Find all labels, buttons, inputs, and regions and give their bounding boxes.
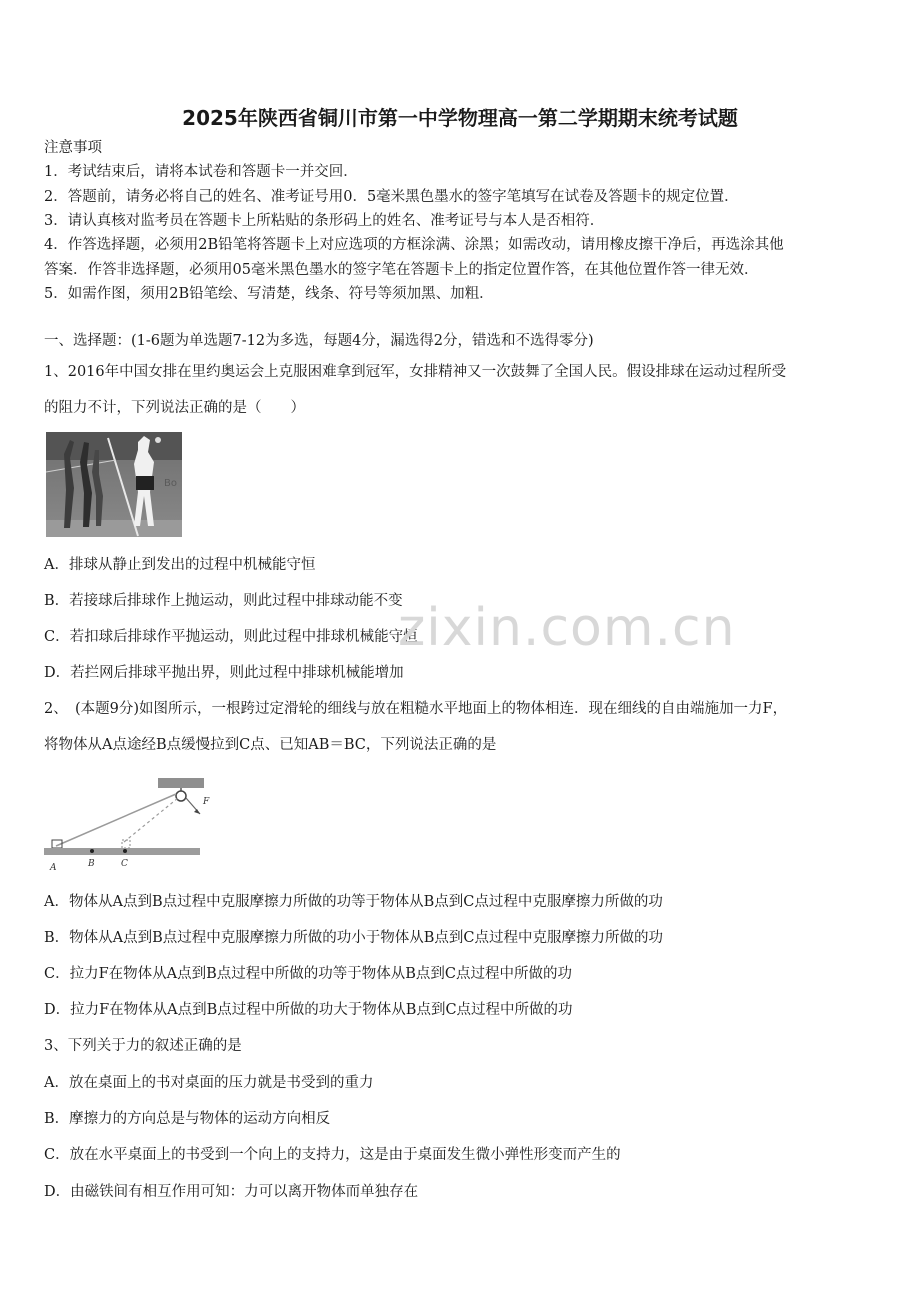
svg-text:Bo: Bo [164, 478, 177, 489]
force-label: F [203, 797, 210, 807]
q1-option-b: B．若接球后排球作上抛运动，则此过程中排球动能不变 [44, 593, 403, 609]
note-item: 3．请认真核对监考员在答题卡上所粘贴的条形码上的姓名、准考证号与本人是否相符． [44, 213, 605, 229]
q3-option-c: C．放在水平桌面上的书受到一个向上的支持力，这是由于桌面发生微小弹性形变而产生的 [44, 1147, 621, 1163]
q1-option-d: D．若拦网后排球平抛出界，则此过程中排球机械能增加 [44, 665, 404, 681]
volleyball-photo [46, 432, 182, 537]
note-item: 5．如需作图，须用2B铅笔绘、写清楚，线条、符号等须加黑、加粗． [44, 286, 494, 302]
pulley-diagram [42, 776, 210, 874]
note-item: 1．考试结束后，请将本试卷和答题卡一并交回． [44, 164, 358, 180]
point-a-label: A [50, 863, 57, 873]
q2-option-a: A．物体从A点到B点过程中克服摩擦力所做的功等于物体从B点到C点过程中克服摩擦力所做的功 [44, 894, 663, 910]
q3-option-a: A．放在桌面上的书对桌面的压力就是书受到的重力 [44, 1075, 374, 1091]
q1-option-a: A．排球从静止到发出的过程中机械能守恒 [44, 557, 316, 573]
q1-stem-line1: 1、2016年中国女排在里约奥运会上克服困难拿到冠军，女排精神又一次鼓舞了全国人民。假设排球在运动过程所受 [44, 364, 787, 380]
q2-option-c: C．拉力F在物体从A点到B点过程中所做的功等于物体从B点到C点过程中所做的功 [44, 966, 573, 982]
watermark: zixin.com.cn [398, 598, 736, 658]
note-item: 2．答题前，请务必将自己的姓名、准考证号用0．5毫米黑色墨水的签字笔填写在试卷及答题卡的规定位置． [44, 189, 739, 205]
note-item: 4．作答选择题，必须用2B铅笔将答题卡上对应选项的方框涂满、涂黑；如需改动，请用橡皮擦干净后，再选涂其他 [44, 237, 784, 253]
q2-stem-line1: 2、 (本题9分)如图所示，一根跨过定滑轮的细线与放在粗糙水平地面上的物体相连．现在细线的自由端施加一力F， [44, 701, 788, 717]
q2-option-b: B．物体从A点到B点过程中克服摩擦力所做的功小于物体从B点到C点过程中克服摩擦力所做的功 [44, 930, 664, 946]
page-title: 2025年陕西省铜川市第一中学物理高一第二学期期末统考试题 [182, 106, 738, 130]
point-c-label: C [121, 859, 128, 869]
section-heading: 一、选择题：(1-6题为单选题7-12为多选，每题4分，漏选得2分，错选和不选得零分) [44, 333, 594, 349]
q2-stem-line2: 将物体从A点途经B点缓慢拉到C点、已知AB＝BC，下列说法正确的是 [44, 737, 497, 753]
q2-option-d: D．拉力F在物体从A点到B点过程中所做的功大于物体从B点到C点过程中所做的功 [44, 1002, 573, 1018]
q1-stem-line2: 的阻力不计，下列说法正确的是（ ） [44, 400, 305, 416]
q1-option-c: C．若扣球后排球作平抛运动，则此过程中排球机械能守恒 [44, 629, 418, 645]
notes-heading: 注意事项 [44, 140, 102, 156]
q3-option-d: D．由磁铁间有相互作用可知：力可以离开物体而单独存在 [44, 1184, 419, 1200]
note-item: 答案．作答非选择题，必须用05毫米黑色墨水的签字笔在答题卡上的指定位置作答，在其他位置作答一律无效． [44, 262, 759, 278]
point-b-label: B [88, 859, 95, 869]
q3-stem: 3、下列关于力的叙述正确的是 [44, 1038, 242, 1054]
q3-option-b: B．摩擦力的方向总是与物体的运动方向相反 [44, 1111, 331, 1127]
